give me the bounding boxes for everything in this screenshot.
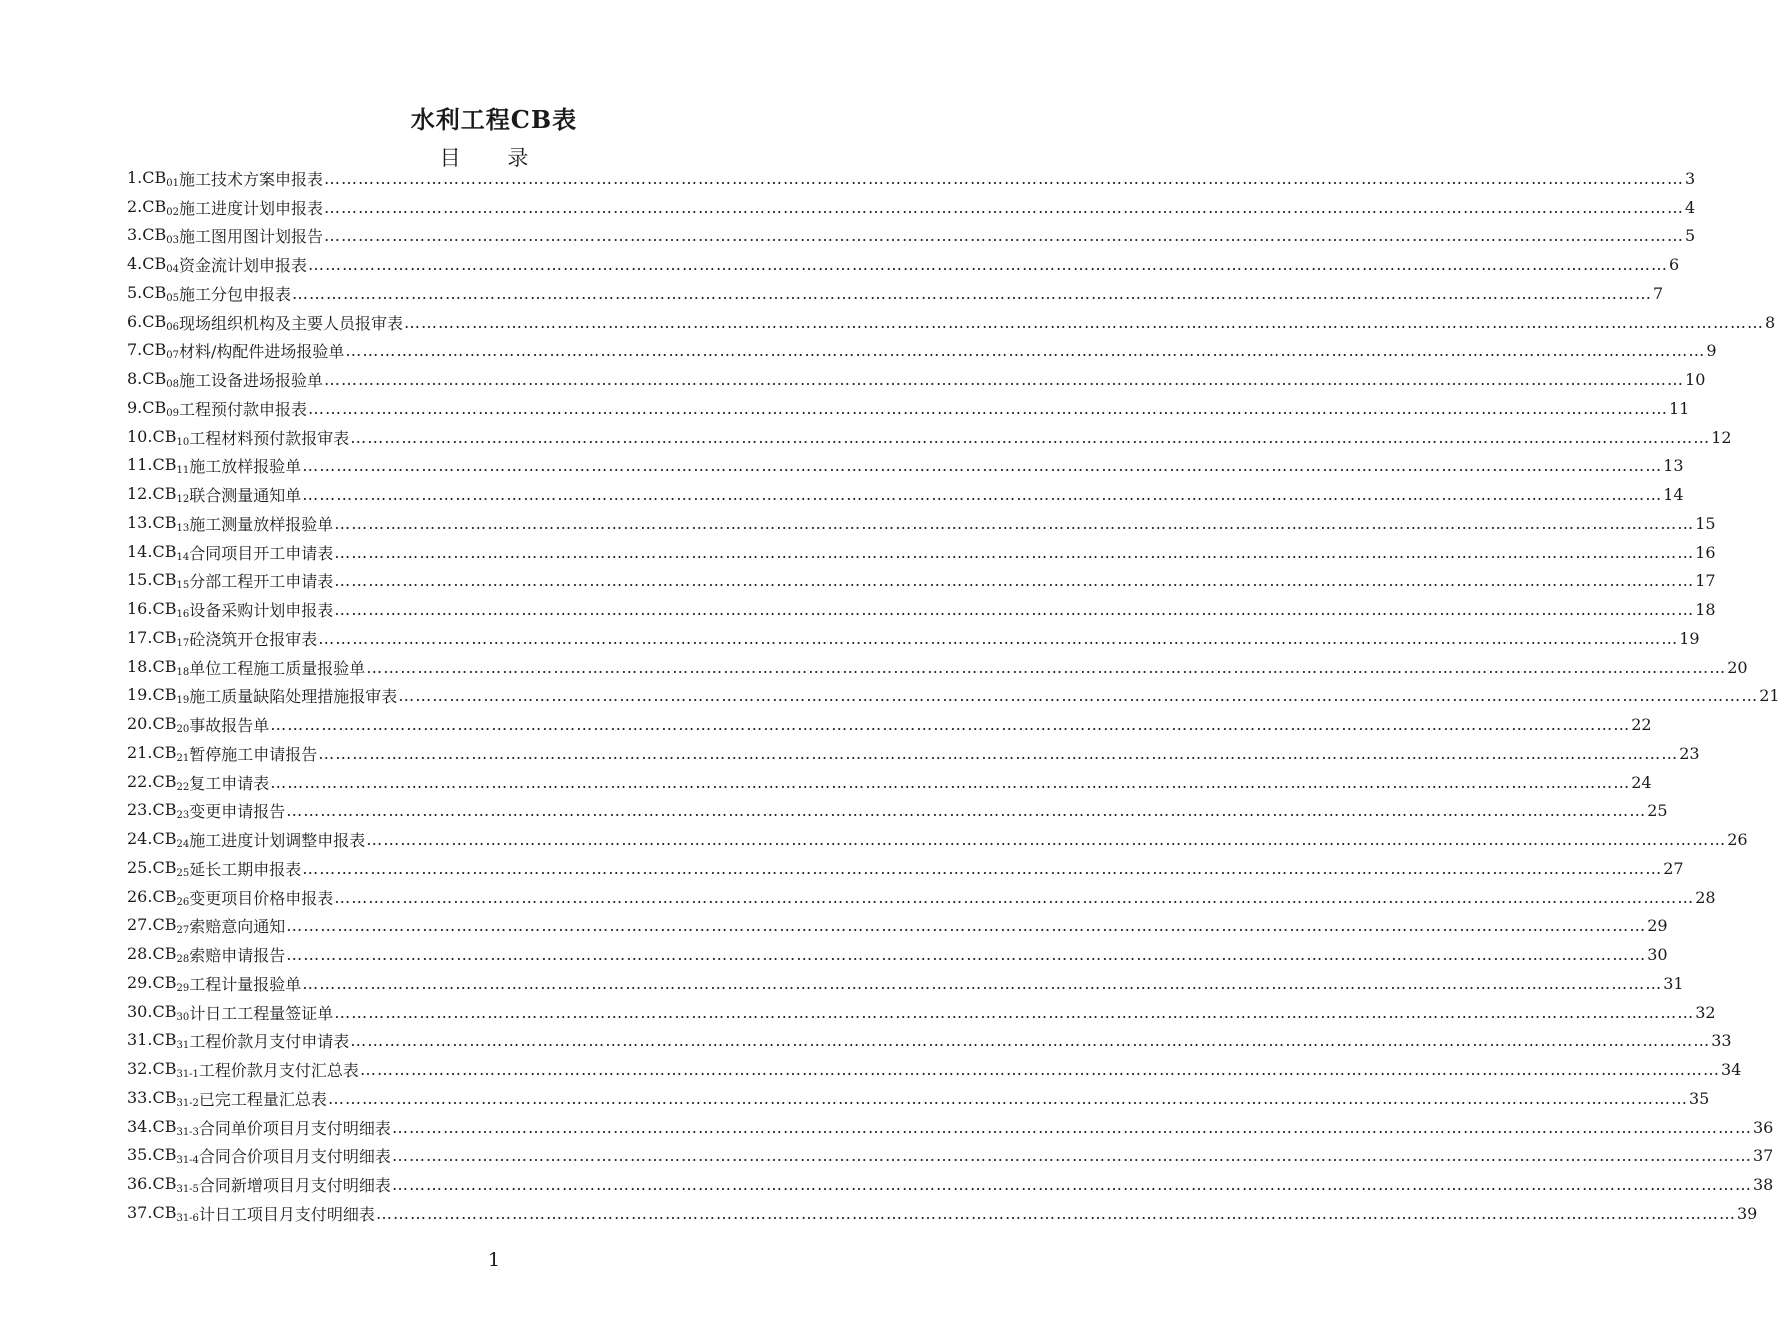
toc-entry bbox=[127, 710, 1652, 739]
toc-entry-title: 合同单价项目月支付明细表 bbox=[198, 1118, 391, 1138]
toc-leader-dots: …………………………………………………………………………………………………………………………………………………………………………………………………………………… bbox=[366, 830, 1727, 850]
toc-entry-code: $9.CB_{09}$ bbox=[127, 397, 179, 419]
toc-leader-dots: …………………………………………………………………………………………………………………………………………………………………………………………………………………… bbox=[286, 945, 1647, 965]
toc-entry-page: 20 bbox=[1727, 657, 1748, 677]
toc-entry bbox=[127, 1113, 1774, 1142]
toc-entry-title: 施工图用图计划报告 bbox=[179, 227, 324, 247]
toc-entry-page: 9 bbox=[1706, 341, 1717, 361]
toc-leader-dots: …………………………………………………………………………………………………………………………………………………………………………………………………………………… bbox=[391, 1117, 1752, 1137]
toc-entry-title: 计日工工程量签证单 bbox=[189, 1003, 334, 1023]
toc-entry-title: 资金流计划申报表 bbox=[179, 256, 308, 276]
toc-entry bbox=[127, 193, 1696, 222]
toc-entry-code: $27.CB_{27}$ bbox=[127, 915, 190, 937]
toc-entry bbox=[127, 682, 1780, 711]
toc-leader-dots: …………………………………………………………………………………………………………………………………………………………………………………………………………………… bbox=[286, 916, 1647, 936]
toc-entry-code: $6.CB_{06}$ bbox=[127, 311, 179, 333]
toc-entry-code: $16.CB_{16}$ bbox=[127, 599, 190, 621]
toc-entry-title: 已完工程量汇总表 bbox=[198, 1089, 327, 1109]
toc-entry-code: $22.CB_{22}$ bbox=[127, 771, 190, 793]
toc-leader-dots: …………………………………………………………………………………………………………………………………………………………………………………………………………………… bbox=[334, 1002, 1695, 1022]
toc-entry-code: $36.CB_{31-5}$ bbox=[127, 1174, 199, 1196]
toc-entry-page: 24 bbox=[1631, 772, 1652, 792]
toc-entry-code: $37.CB_{31-6}$ bbox=[127, 1202, 199, 1224]
toc-entry-code: $26.CB_{26}$ bbox=[127, 886, 190, 908]
toc-leader-dots: …………………………………………………………………………………………………………………………………………………………………………………………………………………… bbox=[302, 858, 1663, 878]
toc-entry-title: 变更项目价格申报表 bbox=[189, 888, 334, 908]
toc-entry-page: 35 bbox=[1688, 1088, 1710, 1108]
toc-entry bbox=[127, 567, 1716, 596]
toc-leader-dots: …………………………………………………………………………………………………………………………………………………………………………………………………………………… bbox=[324, 197, 1685, 217]
toc-entry-page: 13 bbox=[1663, 456, 1684, 476]
toc-entry-page: 31 bbox=[1663, 973, 1684, 993]
toc-leader-dots: …………………………………………………………………………………………………………………………………………………………………………………………………………………… bbox=[302, 456, 1663, 476]
toc-entry-code: $11.CB_{11}$ bbox=[127, 455, 190, 477]
toc-entry-code: $10.CB_{10}$ bbox=[127, 426, 190, 448]
toc-entry-page: 15 bbox=[1695, 513, 1716, 533]
toc-entry-page: 3 bbox=[1685, 168, 1696, 188]
toc-entry-code: $28.CB_{28}$ bbox=[127, 944, 190, 966]
toc-entry-page: 34 bbox=[1720, 1060, 1742, 1080]
toc-leader-dots: …………………………………………………………………………………………………………………………………………………………………………………………………………………… bbox=[345, 341, 1706, 361]
toc-entry-code: $7.CB_{07}$ bbox=[127, 340, 179, 362]
toc-entry-code: $29.CB_{29}$ bbox=[127, 972, 190, 994]
toc-entry bbox=[127, 480, 1684, 509]
toc-entry-title: 延长工期申报表 bbox=[189, 859, 302, 879]
toc-entry-code: $15.CB_{15}$ bbox=[127, 570, 190, 592]
toc-entry-page: 19 bbox=[1679, 628, 1700, 648]
toc-entry-title: 现场组织机构及主要人员报审表 bbox=[179, 313, 404, 333]
toc-entry bbox=[127, 595, 1716, 624]
toc-heading: 目 录 bbox=[439, 146, 549, 170]
toc-entry bbox=[127, 394, 1690, 423]
toc-entry bbox=[127, 912, 1668, 941]
toc-entry-page: 22 bbox=[1631, 715, 1652, 735]
toc-entry-page: 21 bbox=[1759, 686, 1780, 706]
toc-entry-code: $14.CB_{14}$ bbox=[127, 541, 190, 563]
toc-entry-code: $20.CB_{20}$ bbox=[127, 714, 190, 736]
toc-entry-code: $33.CB_{31-2}$ bbox=[127, 1087, 199, 1109]
toc-entry-code: $21.CB_{21}$ bbox=[127, 742, 190, 764]
toc-entry-page: 14 bbox=[1663, 485, 1684, 505]
toc-entry-title: 事故报告单 bbox=[189, 716, 270, 736]
toc-entry bbox=[127, 279, 1664, 308]
toc-entry bbox=[127, 308, 1776, 337]
toc-leader-dots: …………………………………………………………………………………………………………………………………………………………………………………………………………………… bbox=[375, 1203, 1736, 1223]
toc-entry bbox=[127, 365, 1706, 394]
toc-leader-dots: …………………………………………………………………………………………………………………………………………………………………………………………………………………… bbox=[270, 772, 1631, 792]
toc-entry bbox=[127, 624, 1700, 653]
toc-entry-title: 工程价款月支付汇总表 bbox=[198, 1061, 359, 1081]
toc-leader-dots: …………………………………………………………………………………………………………………………………………………………………………………………………………………… bbox=[292, 283, 1653, 303]
toc-leader-dots: …………………………………………………………………………………………………………………………………………………………………………………………………………………… bbox=[324, 226, 1685, 246]
toc-entry-title: 工程价款月支付申请表 bbox=[189, 1032, 350, 1052]
toc-leader-dots: …………………………………………………………………………………………………………………………………………………………………………………………………………………… bbox=[318, 628, 1679, 648]
toc-entry-page: 16 bbox=[1695, 542, 1716, 562]
toc-entry-page: 28 bbox=[1695, 887, 1716, 907]
toc-entry bbox=[127, 739, 1700, 768]
toc-entry-code: $1.CB_{01}$ bbox=[127, 167, 179, 189]
toc-leader-dots: …………………………………………………………………………………………………………………………………………………………………………………………………………………… bbox=[334, 887, 1695, 907]
toc-entry bbox=[127, 538, 1716, 567]
toc-entry-title: 施工分包申报表 bbox=[179, 284, 292, 304]
toc-entry bbox=[127, 337, 1717, 366]
toc-entry bbox=[127, 1084, 1710, 1113]
toc-leader-dots: …………………………………………………………………………………………………………………………………………………………………………………………………………………… bbox=[391, 1175, 1752, 1195]
toc-entry-title: 联合测量通知单 bbox=[189, 486, 302, 506]
toc-entry-page: 7 bbox=[1653, 283, 1664, 303]
toc-entry-page: 23 bbox=[1679, 743, 1700, 763]
toc-entry-page: 27 bbox=[1663, 858, 1684, 878]
toc-entry-title: 施工进度计划调整申报表 bbox=[189, 831, 366, 851]
toc-leader-dots: …………………………………………………………………………………………………………………………………………………………………………………………………………………… bbox=[308, 255, 1669, 275]
toc-entry-page: 36 bbox=[1752, 1117, 1774, 1137]
toc-entry bbox=[127, 1170, 1774, 1199]
toc-entry-title: 施工放样报验单 bbox=[189, 457, 302, 477]
toc-entry-page: 6 bbox=[1669, 255, 1680, 275]
toc-entry bbox=[127, 423, 1732, 452]
toc-entry bbox=[127, 653, 1748, 682]
toc-entry-code: $5.CB_{05}$ bbox=[127, 282, 179, 304]
toc-leader-dots: …………………………………………………………………………………………………………………………………………………………………………………………………………………… bbox=[334, 513, 1695, 533]
toc-entry-code: $13.CB_{13}$ bbox=[127, 512, 190, 534]
toc-leader-dots: …………………………………………………………………………………………………………………………………………………………………………………………………………………… bbox=[398, 686, 1759, 706]
toc-entry-title: 施工技术方案申报表 bbox=[179, 169, 324, 189]
toc-entry-code: $30.CB_{30}$ bbox=[127, 1001, 190, 1023]
toc-entry-page: 33 bbox=[1711, 1031, 1732, 1051]
toc-entry-title: 材料/构配件进场报验单 bbox=[179, 342, 345, 362]
toc-entry bbox=[127, 509, 1716, 538]
toc-entry-title: 工程计量报验单 bbox=[189, 974, 302, 994]
toc-entry-title: 复工申请表 bbox=[189, 773, 270, 793]
toc-entry-code: $31.CB_{31}$ bbox=[127, 1030, 190, 1052]
toc-entry-code: $24.CB_{24}$ bbox=[127, 829, 190, 851]
toc-leader-dots: …………………………………………………………………………………………………………………………………………………………………………………………………………………… bbox=[308, 398, 1669, 418]
toc-entry-title: 砼浇筑开仓报审表 bbox=[189, 629, 318, 649]
toc-entry-title: 分部工程开工申请表 bbox=[189, 572, 334, 592]
toc-entry-title: 变更申请报告 bbox=[189, 802, 286, 822]
toc-entry-title: 索赔申请报告 bbox=[189, 946, 286, 966]
toc-entry bbox=[127, 222, 1696, 251]
toc-entry-title: 合同项目开工申请表 bbox=[189, 543, 334, 563]
toc-entry-page: 17 bbox=[1695, 571, 1716, 591]
toc-entry bbox=[127, 250, 1680, 279]
toc-entry-title: 暂停施工申请报告 bbox=[189, 744, 318, 764]
toc-entry-title: 施工质量缺陷处理措施报审表 bbox=[189, 687, 398, 707]
toc-entry-code: $35.CB_{31-4}$ bbox=[127, 1145, 199, 1167]
page-number: 1 bbox=[487, 1249, 501, 1271]
toc-entry-title: 施工设备进场报验单 bbox=[179, 371, 324, 391]
toc-entry bbox=[127, 1055, 1742, 1084]
toc-entry-code: $3.CB_{03}$ bbox=[127, 225, 179, 247]
toc-leader-dots: …………………………………………………………………………………………………………………………………………………………………………………………………………………… bbox=[334, 542, 1695, 562]
toc-entry-page: 10 bbox=[1685, 370, 1706, 390]
toc-entry bbox=[127, 1027, 1732, 1056]
toc-leader-dots: …………………………………………………………………………………………………………………………………………………………………………………………………………………… bbox=[391, 1146, 1752, 1166]
toc-entry-page: 32 bbox=[1695, 1002, 1716, 1022]
toc-entry-page: 30 bbox=[1647, 945, 1668, 965]
toc-leader-dots: …………………………………………………………………………………………………………………………………………………………………………………………………………………… bbox=[270, 715, 1631, 735]
toc-entry bbox=[127, 854, 1684, 883]
table-of-contents bbox=[127, 164, 1780, 1228]
toc-entry-page: 38 bbox=[1752, 1175, 1774, 1195]
toc-entry bbox=[127, 452, 1684, 481]
toc-leader-dots: …………………………………………………………………………………………………………………………………………………………………………………………………………………… bbox=[366, 657, 1727, 677]
toc-entry-code: $18.CB_{18}$ bbox=[127, 656, 190, 678]
toc-entry-page: 29 bbox=[1647, 916, 1668, 936]
toc-entry-title: 合同合价项目月支付明细表 bbox=[198, 1147, 391, 1167]
toc-entry-code: $12.CB_{12}$ bbox=[127, 484, 190, 506]
toc-entry-code: $25.CB_{25}$ bbox=[127, 857, 190, 879]
toc-entry-title: 工程预付款申报表 bbox=[179, 399, 308, 419]
toc-leader-dots: …………………………………………………………………………………………………………………………………………………………………………………………………………………… bbox=[334, 571, 1695, 591]
toc-entry bbox=[127, 1199, 1758, 1228]
toc-entry-code: $23.CB_{23}$ bbox=[127, 800, 190, 822]
toc-entry bbox=[127, 825, 1748, 854]
toc-entry bbox=[127, 164, 1696, 193]
toc-entry-page: 4 bbox=[1685, 197, 1696, 217]
toc-entry bbox=[127, 940, 1668, 969]
toc-entry-title: 单位工程施工质量报验单 bbox=[189, 658, 366, 678]
toc-leader-dots: …………………………………………………………………………………………………………………………………………………………………………………………………………………… bbox=[324, 370, 1685, 390]
toc-entry-page: 26 bbox=[1727, 830, 1748, 850]
toc-entry-title: 工程材料预付款报审表 bbox=[189, 428, 350, 448]
toc-entry-code: $2.CB_{02}$ bbox=[127, 196, 179, 218]
toc-entry-title: 索赔意向通知 bbox=[189, 917, 286, 937]
toc-leader-dots: …………………………………………………………………………………………………………………………………………………………………………………………………………………… bbox=[327, 1088, 1688, 1108]
toc-entry-code: $4.CB_{04}$ bbox=[127, 254, 179, 276]
toc-entry-title: 计日工项目月支付明细表 bbox=[198, 1204, 375, 1224]
toc-leader-dots: …………………………………………………………………………………………………………………………………………………………………………………………………………………… bbox=[359, 1060, 1720, 1080]
toc-entry bbox=[127, 883, 1716, 912]
toc-entry-code: $17.CB_{17}$ bbox=[127, 627, 190, 649]
toc-entry-title: 施工进度计划申报表 bbox=[179, 198, 324, 218]
toc-entry-code: $34.CB_{31-3}$ bbox=[127, 1116, 199, 1138]
toc-leader-dots: …………………………………………………………………………………………………………………………………………………………………………………………………………………… bbox=[302, 485, 1663, 505]
toc-entry-page: 8 bbox=[1765, 312, 1776, 332]
toc-entry bbox=[127, 998, 1716, 1027]
toc-entry-code: $8.CB_{08}$ bbox=[127, 369, 179, 391]
toc-entry-page: 5 bbox=[1685, 226, 1696, 246]
toc-entry-page: 39 bbox=[1736, 1203, 1758, 1223]
toc-leader-dots: …………………………………………………………………………………………………………………………………………………………………………………………………………………… bbox=[286, 801, 1647, 821]
toc-entry bbox=[127, 969, 1684, 998]
toc-entry-title: 设备采购计划申报表 bbox=[189, 601, 334, 621]
toc-entry bbox=[127, 1142, 1774, 1171]
toc-entry-page: 18 bbox=[1695, 600, 1716, 620]
document-title: 水利工程CB表 bbox=[410, 105, 578, 134]
toc-entry-code: $19.CB_{19}$ bbox=[127, 685, 190, 707]
toc-leader-dots: …………………………………………………………………………………………………………………………………………………………………………………………………………………… bbox=[334, 600, 1695, 620]
toc-entry-title: 施工测量放样报验单 bbox=[189, 514, 334, 534]
toc-entry-title: 合同新增项目月支付明细表 bbox=[198, 1176, 391, 1196]
toc-leader-dots: …………………………………………………………………………………………………………………………………………………………………………………………………………………… bbox=[350, 427, 1711, 447]
toc-leader-dots: …………………………………………………………………………………………………………………………………………………………………………………………………………………… bbox=[324, 168, 1685, 188]
toc-entry bbox=[127, 768, 1652, 797]
toc-entry bbox=[127, 797, 1668, 826]
toc-leader-dots: …………………………………………………………………………………………………………………………………………………………………………………………………………………… bbox=[302, 973, 1663, 993]
toc-leader-dots: …………………………………………………………………………………………………………………………………………………………………………………………………………………… bbox=[404, 312, 1765, 332]
toc-entry-page: 25 bbox=[1647, 801, 1668, 821]
toc-entry-page: 12 bbox=[1711, 427, 1732, 447]
toc-entry-code: $32.CB_{31-1}$ bbox=[127, 1059, 199, 1081]
toc-leader-dots: …………………………………………………………………………………………………………………………………………………………………………………………………………………… bbox=[318, 743, 1679, 763]
toc-entry-page: 11 bbox=[1669, 398, 1690, 418]
toc-leader-dots: …………………………………………………………………………………………………………………………………………………………………………………………………………………… bbox=[350, 1031, 1711, 1051]
toc-entry-page: 37 bbox=[1752, 1146, 1774, 1166]
